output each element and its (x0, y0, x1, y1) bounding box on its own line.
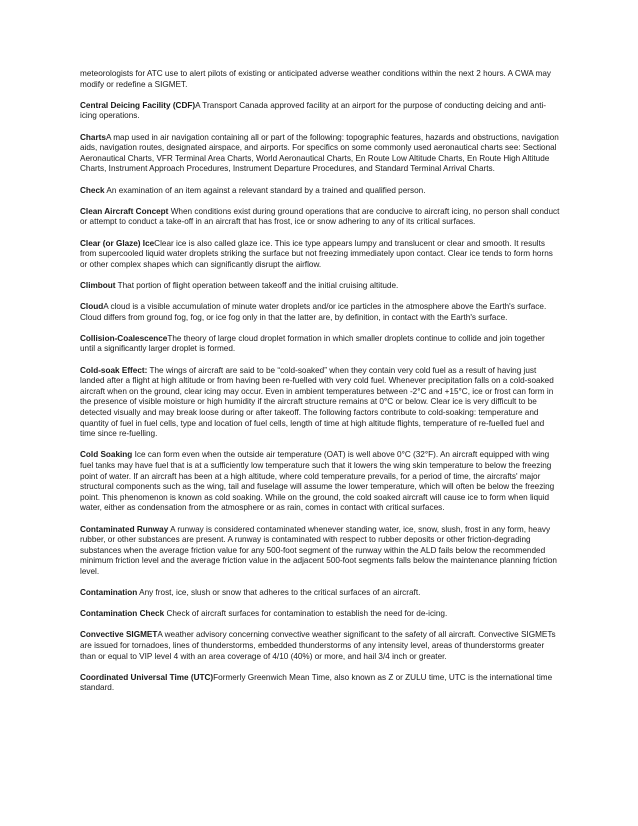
intro-paragraph: meteorologists for ATC use to alert pilots of existing or anticipated adverse weather conditions within the next 2 hours. A CWA may modify or redefine a SIGMET. (80, 69, 552, 89)
glossary-entry (80, 133, 560, 175)
glossary-definition: A Transport Canada approved facility at an airport for the purpose of conducting deicing and anti-icing operations. (80, 100, 547, 121)
glossary-entry (80, 588, 560, 599)
glossary-entry (80, 630, 560, 662)
glossary-definition: Ice can form even when the outside air temperature (OAT) is well above 0°C (32°F). An aircraft equipped with wing fuel tanks may have fuel that is at a sufficiently low temperature such that it lowers the wing skin temperature to below the freezing point of water. If an aircraft has been at a high altitude, where cold temperature prevails, for a period of time, the aircrafts' major structural components such as the wing, tail and fuselage will assume the lower temperature, which will often be below the freezing point. This phenomenon is known as cold soaking. While on the ground, the cold soaked aircraft will cause ice to form when liquid water, either as condensation from the atmosphere or as rain, comes in contact with critical surfaces. (80, 450, 555, 513)
glossary-entry (80, 366, 560, 440)
glossary-term: Cloud (80, 302, 104, 312)
glossary-entry (80, 334, 560, 355)
glossary-term: Convective SIGMET (80, 630, 158, 640)
glossary-entry (80, 186, 560, 197)
glossary-definition: That portion of flight operation between takeoff and the initial cruising altitude. (117, 280, 399, 290)
glossary-entry (80, 673, 560, 694)
glossary-entry (80, 302, 560, 323)
glossary-term: Clear (or Glaze) Ice (80, 238, 155, 248)
glossary-entries (80, 101, 560, 694)
glossary-term: Collision-Coalescence (80, 333, 168, 343)
glossary-term: Cold Soaking (80, 450, 133, 460)
glossary-definition: Formerly Greenwich Mean Time, also known as Z or ZULU time, UTC is the international time standard. (80, 672, 553, 693)
glossary-entry (80, 525, 560, 578)
glossary-entry (80, 450, 560, 514)
glossary-definition: The theory of large cloud droplet formation in which smaller droplets continue to collide and join together until a significantly larger droplet is formed. (80, 333, 545, 354)
glossary-term: Charts (80, 132, 106, 142)
glossary-entry (80, 281, 560, 292)
glossary-definition: An examination of an item against a relevant standard by a trained and qualified person. (106, 185, 426, 195)
glossary-definition: Any frost, ice, slush or snow that adheres to the critical surfaces of an aircraft. (139, 588, 421, 598)
glossary-term: Contaminated Runway (80, 524, 169, 534)
glossary-definition: A cloud is a visible accumulation of minute water droplets and/or ice particles in the atmosphere above the Earth's surface. Cloud differs from ground fog, fog, or ice fog only in that the latter are, by definition, in contact with the Earth's surface. (80, 302, 547, 322)
glossary-definition: Clear ice is also called glaze ice. This ice type appears lumpy and translucent or clear and smooth. It results from supercooled liquid water droplets striking the surface but not freezing immediately upon contact. Clear ice tends to form horns or other complex shapes which can significantly disrupt the airflow. (80, 238, 553, 269)
glossary-term: Check (80, 185, 105, 195)
glossary-definition: A weather advisory concerning convective weather significant to the safety of all aircraft. Convective SIGMETs are issued for tornadoes, lines of thunderstorms, embedded thunderstorms of any intensity level, areas of thunderstorms greater than or equal to VIP level 4 with an area coverage of 4/10 (40%) or more, and hail 3/4 inch or greater. (80, 630, 556, 661)
glossary-entry (80, 609, 560, 620)
glossary-term: Contamination Check (80, 609, 165, 619)
glossary-term: Cold-soak Effect: (80, 365, 148, 375)
glossary-entry (80, 207, 560, 228)
glossary-page (80, 69, 560, 705)
glossary-definition: A map used in air navigation containing all or part of the following: topographic features, hazards and obstructions, navigation aids, navigation routes, designated airspace, and airports. For specifics on some commonly used aeronautical charts see: Sectional Aeronautical Charts, VFR Terminal Area Charts, World Aeronautical Charts, En Route Low Altitude Charts, En Route High Altitude Charts, Instrument Approach Procedures, Instrument Departure Procedures, and Standard Terminal Arrival Charts. (80, 132, 559, 174)
glossary-term: Climbout (80, 280, 116, 290)
glossary-term: Coordinated Universal Time (UTC) (80, 672, 214, 682)
glossary-entry (80, 101, 560, 122)
glossary-definition: The wings of aircraft are said to be “cold-soaked” when they contain very cold fuel as a result of having just landed after a flight at high altitude or from having been re-fuelled with very cold fuel. Whenever precipitation falls on a cold-soaked aircraft when on the ground, clear icing may occur. Even in ambient temperatures between -2°C and +15°C, ice or frost can form in the presence of visible moisture or high humidity if the aircraft structure remains at 0°C or below. Clear ice is very difficult to be detected visually and may break loose during or after takeoff. The following factors contribute to cold-soaking: temperature and quantity of fuel in fuel cells, type and location of fuel cells, length of time at high altitude flights, temperature of re-fuelled fuel and time since re-fuelling. (80, 365, 554, 439)
glossary-term: Contamination (80, 588, 138, 598)
glossary-term: Central Deicing Facility (CDF) (80, 100, 196, 110)
glossary-definition: A runway is considered contaminated whenever standing water, ice, snow, slush, frost in any form, heavy rubber, or other substances are present. A runway is contaminated with respect to rubber deposits or other friction-degrading substances when the average friction value for any 500-foot segment of the runway within the ALD fails below the recommended minimum friction level and the average friction value in the adjacent 500-foot segments falls below the maintenance planning friction level. (80, 524, 557, 576)
glossary-entry (80, 239, 560, 271)
glossary-definition: Check of aircraft surfaces for contamination to establish the need for de-icing. (166, 609, 448, 619)
glossary-term: Clean Aircraft Concept (80, 206, 169, 216)
glossary-definition: When conditions exist during ground operations that are conducive to aircraft icing, no person shall conduct or attempt to conduct a take-off in an aircraft that has frost, ice or snow adhering to any of its critical surfaces. (80, 206, 560, 227)
